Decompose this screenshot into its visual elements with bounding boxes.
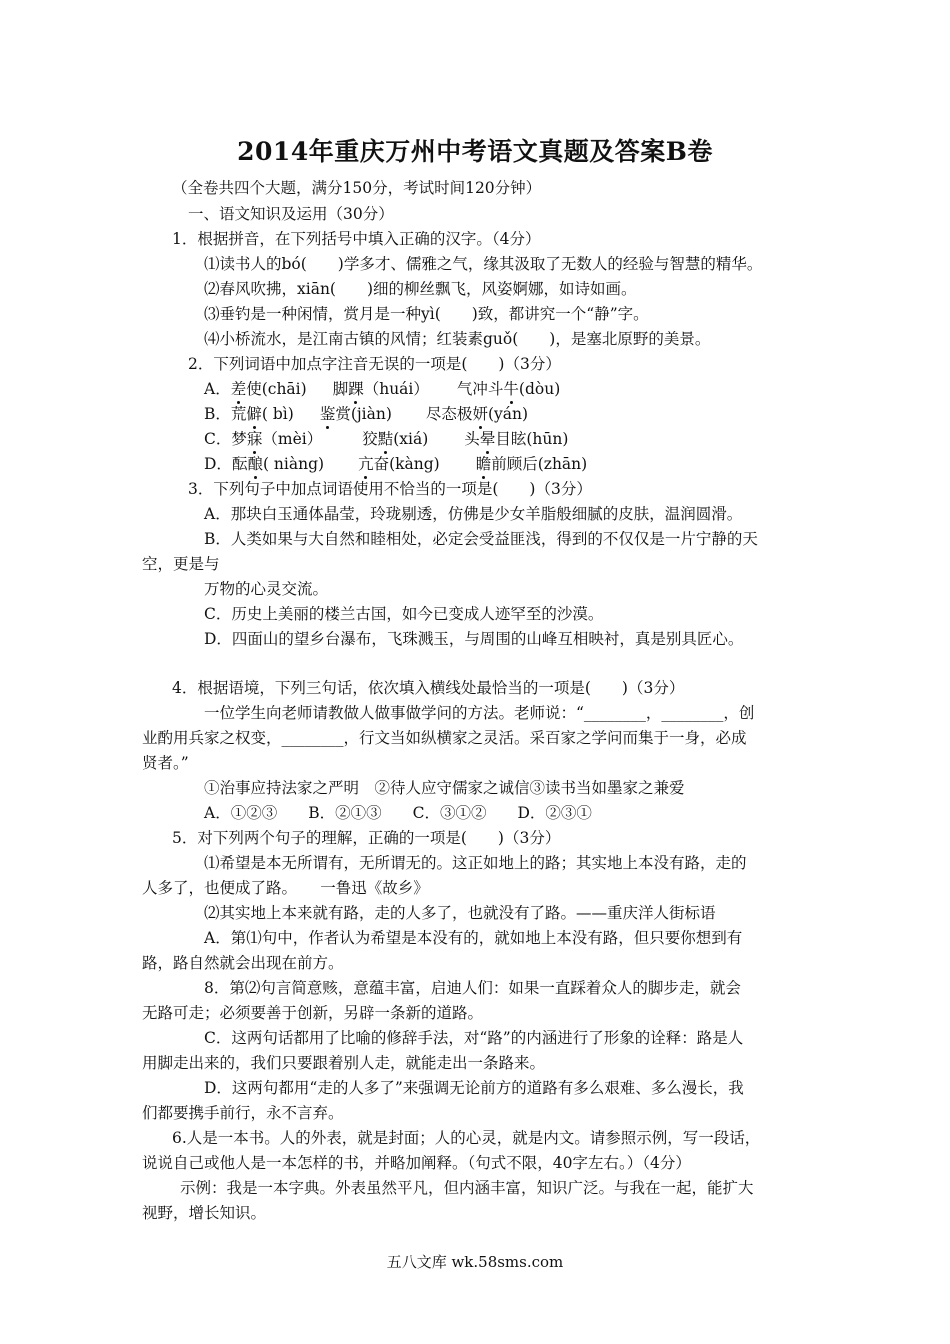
option-text: C．梦 <box>204 430 247 448</box>
q5-sentence-1: ⑴希望是本无所谓有，无所谓无的。这正如地上的路；其实地上本没有路，走的 <box>204 854 747 872</box>
q5-sentence-1-cont: 人多了，也便成了路。 一鲁迅《故乡》 <box>142 879 429 897</box>
q6-stem: 6.人是一本书。人的外表，就是封面；人的心灵，就是内文。请参照示例，写一段话， <box>172 1129 761 1147</box>
q4-options: A．①②③ B．②①③ C．③①② D．②③① <box>204 804 592 822</box>
dotted-char: 妍 <box>472 405 488 423</box>
option-text: 头 <box>464 430 480 448</box>
q3-option-a: A．那块白玉通体晶莹，玲珑剔透，仿佛是少女羊脂般细腻的皮肤，温润圆滑。 <box>204 505 743 523</box>
dotted-char: 鉴 <box>319 405 336 423</box>
q5-option-d: D．这两句都用“走的人多了”来强调无论前方的道路有多么艰难、多么漫长，我 <box>204 1079 744 1097</box>
option-text: (dòu) <box>518 380 561 398</box>
page-title: 2014年重庆万州中考语文真题及答案B卷 <box>237 137 713 166</box>
dotted-char: 酿 <box>247 455 263 473</box>
q3-option-b: B．人类如果与大自然和睦相处，必定会受益匪浅，得到的不仅仅是一片宁静的天 <box>204 530 758 548</box>
option-text: 狡 <box>362 430 378 448</box>
option-text: 目眩(hūn) <box>495 430 569 448</box>
q6-example-cont: 视野，增长知识。 <box>142 1204 267 1222</box>
q3-option-c: C．历史上美丽的楼兰古国，如今已变成人迹罕至的沙漠。 <box>204 605 604 623</box>
q1-item-1: ⑴读书人的bó( )学多才、儒雅之气，缘其汲取了无数人的经验与智慧的精华。 <box>204 255 763 273</box>
option-text: B．荒 <box>204 405 247 423</box>
option-text: （huái） <box>363 380 429 398</box>
dotted-char: 寐 <box>246 430 263 448</box>
q1-item-2: ⑵春风吹拂，xiān( )细的柳丝飘飞，风姿婀娜，如诗如画。 <box>204 280 637 298</box>
option-text: 奋(kàng) <box>373 455 440 473</box>
option-label: A． <box>204 380 231 398</box>
option-text: (yán) <box>487 405 529 423</box>
q6-example: 示例：我是一本字典。外表虽然平凡，但内涵丰富，知识广泛。与我在一起，能扩大 <box>180 1179 754 1197</box>
q1-item-3: ⑶垂钓是一种闲情，赏月是一种yì( )致，都讲究一个“静”字。 <box>204 305 649 323</box>
q2-option-b <box>204 404 528 424</box>
q5-option-b: 8．第⑵句言简意赅，意蕴丰富，启迪人们：如果一直踩着众人的脚步走，就会 <box>204 979 741 997</box>
q4-passage: 一位学生向老师请教做人做事做学问的方法。老师说：“________，________，创 <box>204 704 755 722</box>
dotted-char: 瞻 <box>475 455 492 473</box>
dotted-char: 差 <box>230 380 247 398</box>
q4-passage-cont: 贤者。” <box>142 754 189 772</box>
q6-stem-cont: 说说自己或他人是一本怎样的书，并略加阐释。（句式不限，40字左右。）（4分） <box>142 1154 691 1172</box>
option-text: ( niàng) <box>262 455 325 473</box>
q5-option-a-cont: 路，路自然就会出现在前方。 <box>142 954 344 972</box>
q5-stem: 5．对下列两个句子的理解，正确的一项是( )（3分） <box>172 829 561 847</box>
q5-sentence-2: ⑵其实地上本来就有路，走的人多了，也就没有了路。——重庆洋人街标语 <box>204 904 716 922</box>
q2-option-d <box>204 454 587 474</box>
option-text: 前顾后(zhān) <box>491 455 588 473</box>
option-text: （mèi） <box>262 430 323 448</box>
dotted-char: 亢 <box>358 455 374 473</box>
dotted-char: 踝 <box>348 380 364 398</box>
q4-choices: ①治事应持法家之严明 ②待人应守儒家之诚信③读书当如墨家之兼爱 <box>204 779 685 797</box>
q1-stem: 1．根据拼音，在下列括号中填入正确的汉字。（4分） <box>172 230 541 248</box>
option-text: 使(chāi) <box>246 380 307 398</box>
q3-option-d: D．四面山的望乡台瀑布，飞珠溅玉，与周围的山峰互相映衬，真是别具匠心。 <box>204 630 744 648</box>
option-text: 脚 <box>332 380 349 398</box>
q3-option-b-cont: 万物的心灵交流。 <box>204 580 329 598</box>
dotted-char: 牛 <box>503 380 519 398</box>
option-text: 气冲斗 <box>456 380 504 398</box>
q5-option-b-cont: 无路可走；必须要善于创新，另辟一条新的道路。 <box>142 1004 484 1022</box>
q5-option-c: C．这两句话都用了比喻的修辞手法，对“路”的内涵进行了形象的诠释：路是人 <box>204 1029 744 1047</box>
option-text: D．酝 <box>204 455 248 473</box>
dotted-char: 僻 <box>246 405 262 423</box>
q3-option-b-cont: 空，更是与 <box>142 555 220 573</box>
q2-option-a <box>204 379 560 399</box>
q5-option-d-cont: 们都要携手前行，永不言弃。 <box>142 1104 344 1122</box>
q3-stem: 3．下列句子中加点词语使用不恰当的一项是( )（3分） <box>188 480 592 498</box>
section-heading: 一、语文知识及运用（30分） <box>188 205 394 223</box>
q4-passage-cont: 业酌用兵家之权变，________，行文当如纵横家之灵活。采百家之学问而集于一身，必成 <box>142 729 747 747</box>
q5-option-c-cont: 用脚走出来的，我们只要跟着别人走，就能走出一条路来。 <box>142 1054 546 1072</box>
option-text: 尽态极 <box>425 405 473 423</box>
dotted-char: 晕 <box>479 430 496 448</box>
exam-info: （全卷共四个大题，满分150分，考试时间120分钟） <box>172 179 542 197</box>
q5-option-a: A．第⑴句中，作者认为希望是本没有的，就如地上本没有路，但只要你想到有 <box>204 929 743 947</box>
q2-option-c <box>204 429 568 449</box>
q2-stem: 2．下列词语中加点字注音无误的一项是( )（3分） <box>188 355 561 373</box>
option-text: (xiá) <box>393 430 429 448</box>
footer-watermark: 五八文库 wk.58sms.com <box>386 1253 564 1271</box>
q1-item-4: ⑷小桥流水，是江南古镇的风情；红装素guǒ( )，是塞北原野的美景。 <box>204 330 711 348</box>
q4-stem: 4．根据语境，下列三句话，依次填入横线处最恰当的一项是( )（3分） <box>172 679 685 697</box>
option-text: 赏(jiàn) <box>335 405 392 423</box>
option-text: ( bì) <box>261 405 294 423</box>
dotted-char: 黠 <box>377 430 394 448</box>
